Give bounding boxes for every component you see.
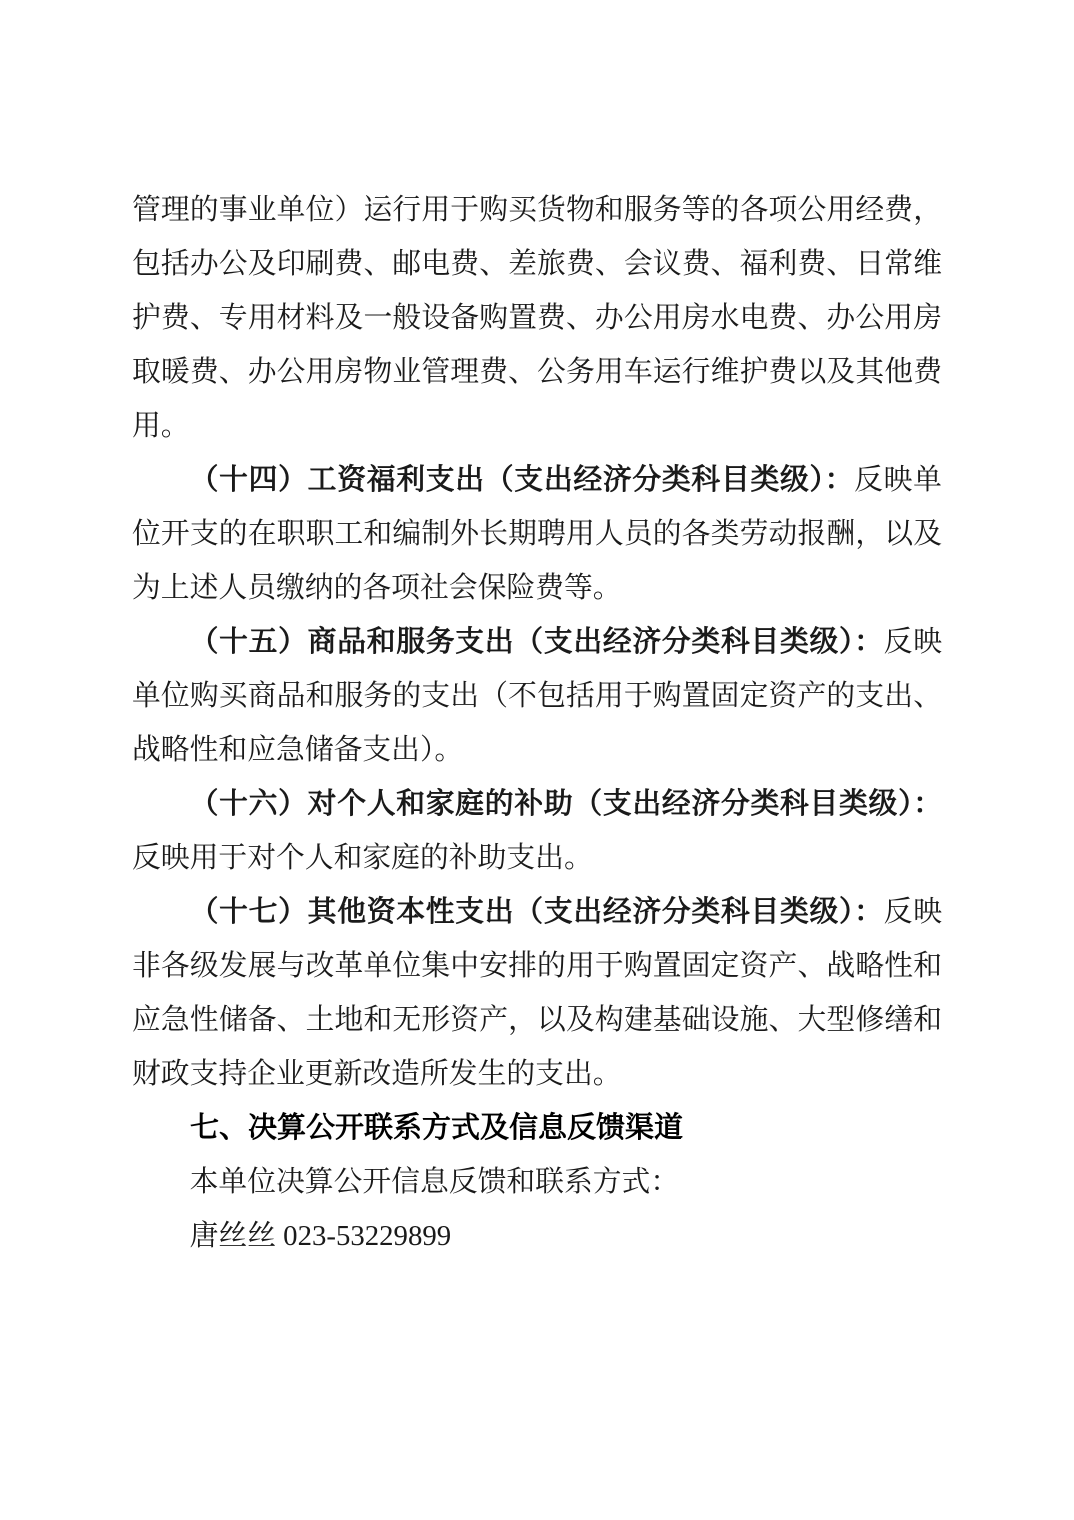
contact-intro: 本单位决算公开信息反馈和联系方式： <box>189 1166 680 1198</box>
paragraph-text: 反映非各级发展与改革单位集中安排的用于购置固定资产、战略性和应急性储备、土地和无形资产，以及构建基础设施、大型修缮和财政支持企业更新改造所发生的支出。 <box>132 896 942 1090</box>
paragraph-text: 反映单位购买商品和服务的支出（不包括用于购置固定资产的支出、战略性和应急储备支出）。 <box>132 626 942 766</box>
paragraph-lead: （十六）对个人和家庭的补助（支出经济分类科目类级）： <box>189 788 942 820</box>
paragraph-lead: （十五）商品和服务支出（支出经济分类科目类级）： <box>189 626 884 658</box>
contact-line: 唐丝丝 023-53229899 <box>189 1220 452 1252</box>
section-heading: 七、决算公开联系方式及信息反馈渠道 <box>190 1112 684 1144</box>
paragraph-lead: （十七）其他资本性支出（支出经济分类科目类级）： <box>189 896 884 928</box>
paragraph-text: 反映用于对个人和家庭的补助支出。 <box>132 842 593 874</box>
paragraph-item-14 <box>132 453 942 615</box>
paragraph-public-funds-continuation <box>132 183 942 453</box>
paragraph-item-15 <box>132 615 942 777</box>
paragraph-lead: （十四）工资福利支出（支出经济分类科目类级）： <box>189 464 855 496</box>
paragraph-item-16 <box>132 777 942 885</box>
paragraph-text: 管理的事业单位）运行用于购买货物和服务等的各项公用经费，包括办公及印刷费、邮电费、差旅费、会议费、福利费、日常维护费、专用材料及一般设备购置费、办公用房水电费、办公用房取暖费、办公用房物业管理费、公务用车运行维护费以及其他费用。 <box>132 194 942 442</box>
paragraph-item-17 <box>132 885 942 1101</box>
paragraph-text: 反映单位开支的在职职工和编制外长期聘用人员的各类劳动报酬，以及为上述人员缴纳的各项社会保险费等。 <box>132 464 942 604</box>
text-block <box>132 183 942 1263</box>
